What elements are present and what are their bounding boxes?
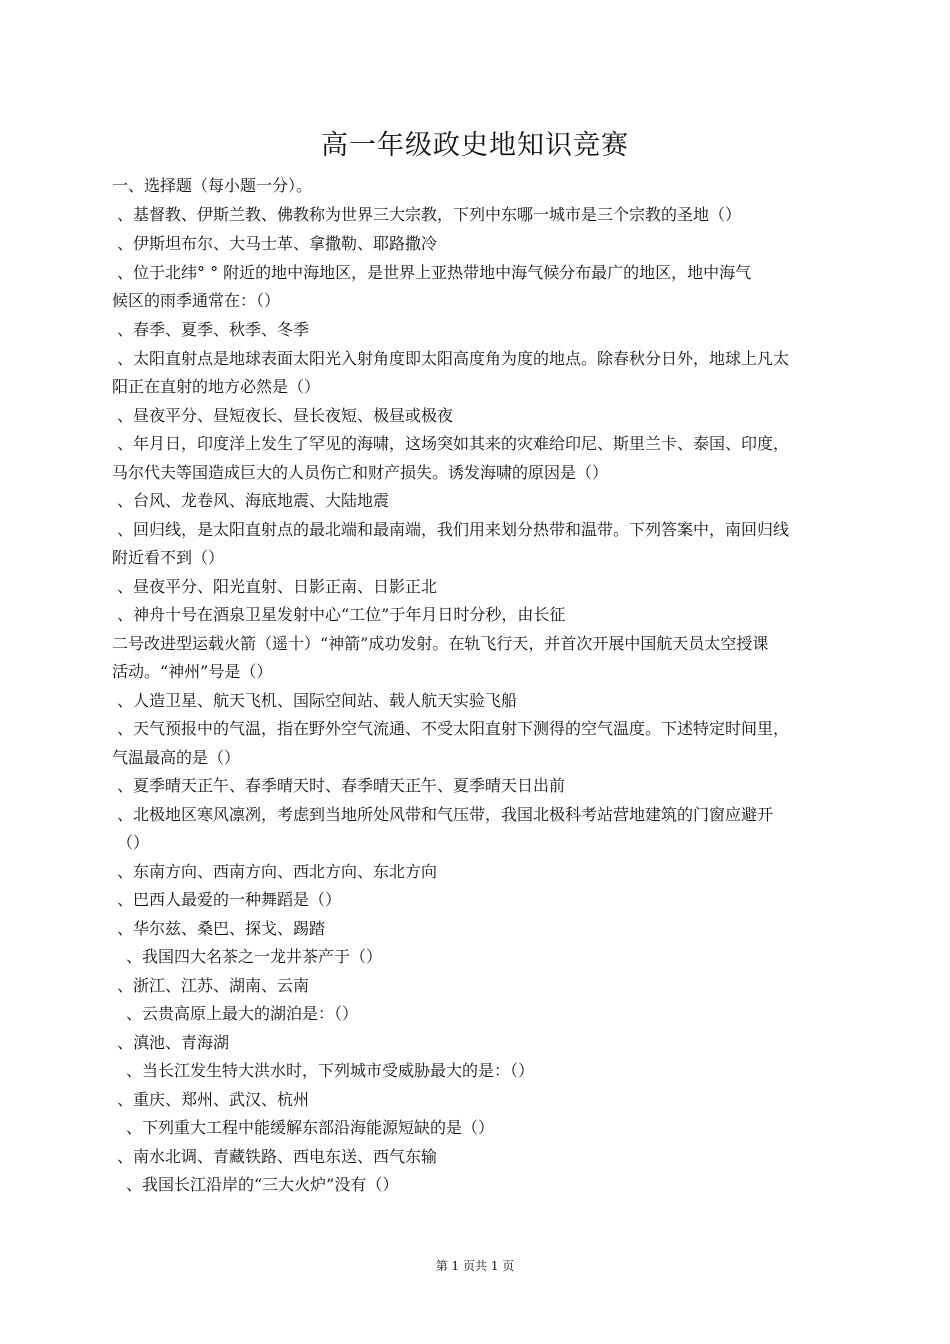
question-text: 、神舟十号在酒泉卫星发射中心“工位”于年月日时分秒，由长征 [117, 605, 566, 624]
page-title: 高一年级政史地知识竞赛 [321, 130, 629, 161]
question-text: 候区的雨季通常在：（） [112, 291, 281, 310]
answer-options: 、重庆、郑州、武汉、杭州 [117, 1090, 310, 1109]
answer-options: 、东南方向、西南方向、西北方向、东北方向 [117, 862, 438, 881]
answer-options: 、昼夜平分、昼短夜长、昼长夜短、极昼或极夜 [117, 406, 454, 425]
question-text: 、下列重大工程中能缓解东部沿海能源短缺的是（） [126, 1118, 495, 1137]
question-text: 附近看不到（） [112, 548, 225, 567]
question-text: 、北极地区寒风凛冽，考虑到当地所处风带和气压带，我国北极科考站营地建筑的门窗应避开 [117, 805, 774, 824]
question-text: 二号改进型运载火箭（遥十）“神箭”成功发射。在轨飞行天，并首次开展中国航天员太空授课 [112, 634, 769, 653]
section-heading: 一、选择题（每小题一分）。 [112, 176, 313, 195]
question-text: 、天气预报中的气温，指在野外空气流通、不受太阳直射下测得的空气温度。下述特定时间里， [117, 719, 790, 738]
answer-options: 、滇池、青海湖 [117, 1033, 230, 1052]
answer-options: 、台风、龙卷风、海底地震、大陆地震 [117, 491, 390, 510]
question-text: 、云贵高原上最大的湖泊是：（） [126, 1004, 359, 1023]
question-text: 、当长江发生特大洪水时，下列城市受威胁最大的是：（） [126, 1061, 535, 1080]
question-text: 、位于北纬° ° 附近的地中海地区，是世界上亚热带地中海气候分布最广的地区，地中海气 [117, 263, 752, 282]
answer-options: 、伊斯坦布尔、大马士革、拿撒勒、耶路撒冷 [117, 234, 438, 253]
page-footer: 第 1 页共 1 页 [435, 1259, 515, 1273]
answer-options: 、夏季晴天正午、春季晴天时、春季晴天正午、夏季晴天日出前 [117, 776, 566, 795]
question-text: 马尔代夫等国造成巨大的人员伤亡和财产损失。诱发海啸的原因是（） [112, 463, 609, 482]
answer-options: 、昼夜平分、阳光直射、日影正南、日影正北 [117, 577, 438, 596]
question-text: （） [117, 833, 150, 852]
question-text: 、巴西人最爱的一种舞蹈是（） [117, 890, 342, 909]
question-text: 、回归线，是太阳直射点的最北端和最南端，我们用来划分热带和温带。下列答案中，南回归线 [117, 520, 790, 539]
question-text: 、我国四大名茶之一龙井茶产于（） [126, 947, 383, 966]
answer-options: 、华尔兹、桑巴、探戈、踢踏 [117, 919, 326, 938]
question-text: 、太阳直射点是地球表面太阳光入射角度即太阳高度角为度的地点。除春秋分日外，地球上凡太 [117, 349, 790, 368]
answer-options: 、人造卫星、航天飞机、国际空间站、载人航天实验飞船 [117, 691, 518, 710]
question-text: 活动。“神州”号是（） [112, 662, 273, 681]
answer-options: 、南水北调、青藏铁路、西电东送、西气东输 [117, 1147, 438, 1166]
answer-options: 、浙江、江苏、湖南、云南 [117, 976, 310, 995]
question-text: 阳正在直射的地方必然是（） [112, 377, 321, 396]
question-text: 、基督教、伊斯兰教、佛教称为世界三大宗教，下列中东哪一城市是三个宗教的圣地（） [117, 205, 742, 224]
question-text: 气温最高的是（） [112, 748, 241, 767]
question-text: 、我国长江沿岸的“三大火炉”没有（） [126, 1175, 399, 1194]
question-text: 、年月日，印度洋上发生了罕见的海啸，这场突如其来的灾难给印尼、斯里兰卡、泰国、印度， [117, 434, 790, 453]
answer-options: 、春季、夏季、秋季、冬季 [117, 320, 310, 339]
